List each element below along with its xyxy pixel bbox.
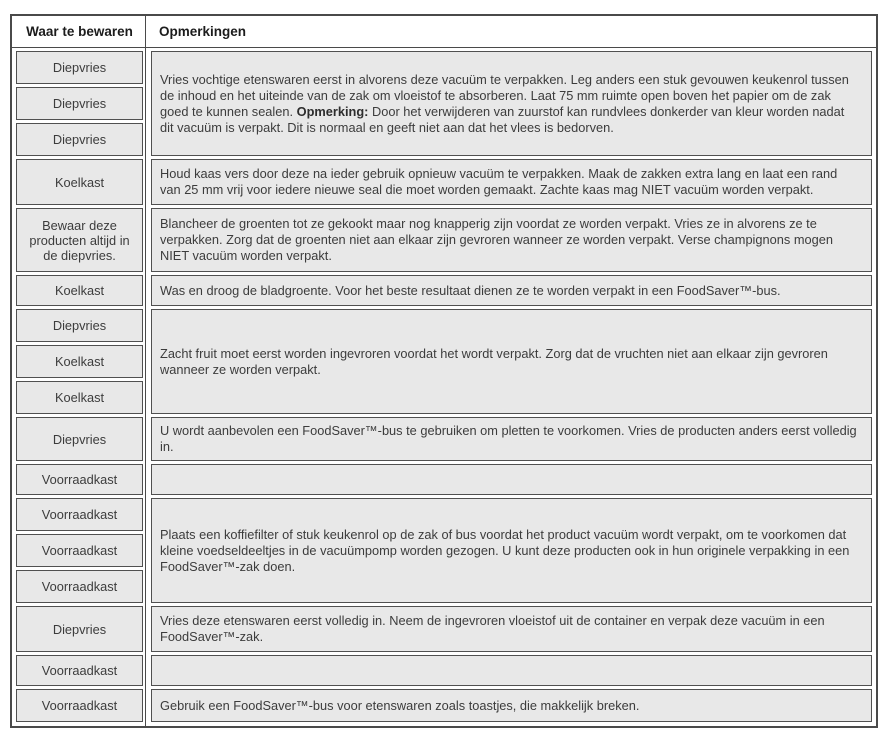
storage-cell: Diepvries	[16, 123, 143, 156]
storage-cell: Voorraadkast	[16, 464, 143, 495]
storage-cell-stack	[16, 159, 143, 205]
remark-cell	[151, 689, 872, 722]
storage-cell-stack	[16, 275, 143, 306]
remark-text: Blancheer de groenten tot ze gekookt maar nog knapperig zijn voordat ze worden verpakt. Vries ze in alvorens ze te verpakken. Zorg dat de groenten niet aan elkaar zijn gevroren wanneer ze worden verpakt. Verse champignons mogen NIET vacuüm worden verpakt.	[160, 216, 833, 263]
remark-text: Vries vochtige etenswaren eerst in alvorens deze vacuüm te verpakken. Leg anders een stuk gevouwen keukenrol tussen de inhoud en het uiteinde van de zak om vloeistof te absorberen. Laat 75 mm ruimte open boven het papier om de zak goed te kunnen sealen. Opmerking: Door het verwijderen van zuurstof kan rundvlees donkerder van kleur worden nadat dit vacuüm is verpakt. Dit is normaal en geeft niet aan dat het vlees is bedorven.	[160, 71, 849, 135]
storage-cell: Voorraadkast	[16, 570, 143, 603]
remark-text: Was en droog de bladgroente. Voor het beste resultaat dienen ze te worden verpakt in een FoodSaver™-bus.	[160, 282, 781, 298]
storage-cell-stack	[16, 208, 143, 272]
storage-cell: Koelkast	[16, 381, 143, 414]
remark-text: Vries deze etenswaren eerst volledig in. Neem de ingevroren vloeistof uit de container en verpak deze vacuüm in een FoodSaver™-zak.	[160, 613, 825, 644]
remark-cell	[151, 606, 872, 652]
remark-text: U wordt aanbevolen een FoodSaver™-bus te gebruiken om pletten te voorkomen. Vries de producten anders eerst volledig in.	[160, 423, 857, 454]
remark-cell	[151, 51, 872, 156]
storage-cell: Diepvries	[16, 87, 143, 120]
storage-cell: Diepvries	[16, 606, 143, 652]
remark-cell	[151, 159, 872, 205]
remark-text: Gebruik een FoodSaver™-bus voor etenswaren zoals toastjes, die makkelijk breken.	[160, 697, 640, 713]
storage-cell: Voorraadkast	[16, 689, 143, 722]
storage-cell-stack	[16, 309, 143, 414]
storage-cell-stack	[16, 655, 143, 686]
storage-cell-stack	[16, 51, 143, 156]
storage-cell: Koelkast	[16, 159, 143, 205]
storage-cell: Koelkast	[16, 275, 143, 306]
storage-cell-stack	[16, 606, 143, 652]
storage-cell: Voorraadkast	[16, 534, 143, 567]
remark-cell	[151, 417, 872, 461]
remark-cell	[151, 498, 872, 603]
remark-cell-empty	[151, 464, 872, 495]
storage-cell: Diepvries	[16, 309, 143, 342]
column-divider	[145, 16, 146, 726]
remark-text: Houd kaas vers door deze na ieder gebruik opnieuw vacuüm te verpakken. Maak de zakken extra lang en laat een rand van 25 mm vrij voor iedere nieuwe seal die moet worden gemaakt. Zachte kaas mag NIET vacuüm worden verpakt.	[160, 166, 838, 197]
storage-advice-table	[10, 14, 878, 728]
column-header-remarks: Opmerkingen	[151, 16, 872, 47]
column-header-storage: Waar te bewaren	[16, 16, 143, 47]
remark-cell	[151, 309, 872, 414]
storage-cell: Voorraadkast	[16, 498, 143, 531]
remark-cell	[151, 208, 872, 272]
storage-cell-stack	[16, 689, 143, 722]
storage-cell: Diepvries	[16, 51, 143, 84]
remark-text: Zacht fruit moet eerst worden ingevroren voordat het wordt verpakt. Zorg dat de vruchten niet aan elkaar zijn gevroren wanneer ze worden verpakt.	[160, 345, 828, 377]
storage-cell: Koelkast	[16, 345, 143, 378]
storage-cell: Voorraadkast	[16, 655, 143, 686]
storage-cell-stack	[16, 417, 143, 461]
remark-bold-word: Opmerking:	[296, 103, 369, 119]
storage-cell-stack	[16, 464, 143, 495]
remark-cell	[151, 275, 872, 306]
table-header-row	[12, 16, 876, 48]
storage-cell-stack	[16, 498, 143, 603]
remark-cell-empty	[151, 655, 872, 686]
remark-text: Plaats een koffiefilter of stuk keukenrol op de zak of bus voordat het product vacuüm wordt verpakt, om te voorkomen dat kleine voedseldeeltjes in de vacuümpomp worden gezogen. U kunt deze producten ook in hun originele verpakking in een FoodSaver™-zak doen.	[160, 526, 850, 574]
storage-cell: Diepvries	[16, 417, 143, 461]
storage-cell: Bewaar deze producten altijd in de diepvries.	[16, 208, 143, 272]
